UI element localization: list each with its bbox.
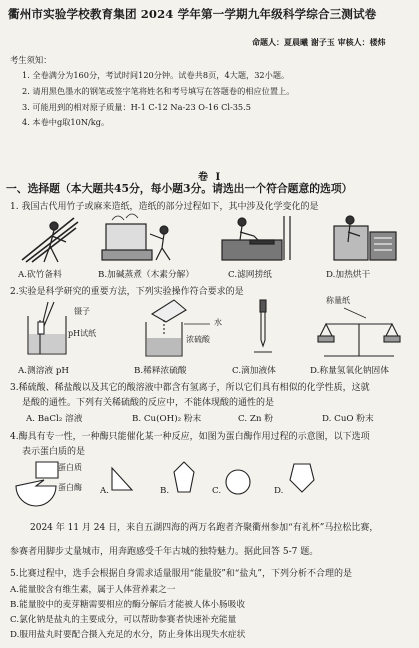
q2-figure-c xyxy=(254,300,272,352)
exam-authors: 命题人：夏晨曦 谢子玉 审核人：楼炜 xyxy=(252,37,386,47)
q3-option-b[interactable]: B. Cu(OH)₂ 粉末 xyxy=(132,414,202,424)
q2-label-tweezers: 镊子 xyxy=(74,307,90,316)
q4-label-protein: 蛋白质 xyxy=(58,463,82,472)
q4-shape-c xyxy=(226,470,250,494)
q4-stem-line2: 表示蛋白质的是 xyxy=(22,447,86,457)
exam-title: 衢州市实验学校教育集团 2024 学年第一学期九年级科学综合三测试卷 xyxy=(8,7,377,21)
q4-stem-line1: 4.酶具有专一性，一种酶只能催化某一种反应，如图为蛋白酶作用过程的示意图，以下选项 xyxy=(10,432,370,442)
q3-option-d[interactable]: D. CuO 粉末 xyxy=(322,414,374,424)
q4-enzyme-diagram xyxy=(16,462,58,506)
q2-stem: 2.实验是科学研究的重要方法，下列实验操作符合要求的是 xyxy=(10,287,244,297)
q2-figure-a xyxy=(28,302,66,354)
q3-stem-line1: 3.稀硫酸、稀盐酸以及其它的酸溶液中都含有氢离子，所以它们具有相似的化学性质，这就 xyxy=(10,383,370,393)
q3-stem-line2: 是酸的通性。下列有关稀硫酸的反应中，不能体现酸的通性的是 xyxy=(22,398,275,408)
q2-label-weighing-paper: 称量纸 xyxy=(326,296,350,305)
notice-title: 考生须知： xyxy=(10,55,52,65)
q1-figure-c xyxy=(222,216,290,260)
q2-figure-d xyxy=(318,308,400,356)
q5-stem: 5.比赛过程中，选手会根据自身需求适量服用“能量胶”和“盐丸”，下列分析不合理的是 xyxy=(10,569,352,579)
q2-option-b[interactable]: B.稀释浓硫酸 xyxy=(134,366,187,376)
q4-label-enzyme: 蛋白酶 xyxy=(58,483,82,492)
q1-option-d[interactable]: D.加热烘干 xyxy=(326,270,371,280)
q4-option-c[interactable]: C. xyxy=(212,486,222,496)
q5-option-c[interactable]: C.氯化钠是盐丸的主要成分，可以帮助参赛者快速补充能量 xyxy=(10,615,237,625)
q4-option-d[interactable]: D. xyxy=(274,486,284,496)
q1-figures xyxy=(14,212,404,264)
q2-option-c[interactable]: C.滴加液体 xyxy=(232,366,276,376)
q2-label-ph-paper: pH试纸 xyxy=(68,329,97,338)
q2-figure-b xyxy=(146,300,210,356)
q3-option-a[interactable]: A. BaCl₂ 溶液 xyxy=(26,414,83,424)
passage-line2: 参赛者用脚步丈量城市，用奔跑感受千年古城的独特魅力。据此回答 5-7 题。 xyxy=(10,547,319,557)
q1-figure-a xyxy=(22,218,78,262)
q5-option-d[interactable]: D.服用盐丸时要配合摄入充足的水分，防止身体出现失水症状 xyxy=(10,630,246,640)
q4-shape-a xyxy=(112,468,132,490)
q1-stem: 1. 我国古代用竹子或麻来造纸，造纸的部分过程如下，其中涉及化学变化的是 xyxy=(10,202,319,212)
volume-label: 卷 I xyxy=(198,172,223,183)
q2-label-acid: 浓硫酸 xyxy=(186,335,210,344)
q1-option-b[interactable]: B.加碱蒸煮（木素分解） xyxy=(98,270,195,280)
q3-option-c[interactable]: C. Zn 粉 xyxy=(238,414,273,424)
q4-shape-b xyxy=(174,462,194,492)
q5-option-a[interactable]: A.能量胶含有维生素，属于人体营养素之一 xyxy=(10,585,176,595)
notice-item: 1. 全卷满分为160分，考试时间120分钟。试卷共8页，4大题，32小题。 xyxy=(22,70,290,80)
q1-figure-b xyxy=(102,214,170,260)
q4-option-b[interactable]: B. xyxy=(160,486,170,496)
q4-option-a[interactable]: A. xyxy=(100,486,110,496)
q1-option-a[interactable]: A.砍竹备料 xyxy=(18,270,62,280)
notice-item: 4. 本卷中g取10N/kg。 xyxy=(22,117,110,127)
notice-item: 2. 请用黑色墨水的钢笔或签字笔将姓名和考号填写在答题卷的相应位置上。 xyxy=(22,86,295,96)
q1-figure-d xyxy=(334,216,396,260)
q4-shape-d xyxy=(290,464,314,492)
passage-line1: 2024 年 11 月 24 日，来自五湖四海的两万名跑者齐聚衢州参加“有礼杯”马拉松比赛， xyxy=(30,523,379,533)
q2-label-water: 水 xyxy=(214,318,222,327)
q1-option-c[interactable]: C.滤网捞纸 xyxy=(228,270,272,280)
q2-option-d[interactable]: D.称量氢氧化钠固体 xyxy=(310,366,389,376)
q5-option-b[interactable]: B.能量胶中的麦芽糖需要相应的酶分解后才能被人体小肠吸收 xyxy=(10,600,246,610)
q2-option-a[interactable]: A.测溶液 pH xyxy=(18,366,69,376)
notice-item: 3. 可能用到的相对原子质量：H-1 C-12 Na-23 O-16 Cl-35.5 xyxy=(22,102,251,112)
section-heading: 一、选择题（本大题共45分，每小题3分。请选出一个符合题意的选项） xyxy=(6,182,353,195)
